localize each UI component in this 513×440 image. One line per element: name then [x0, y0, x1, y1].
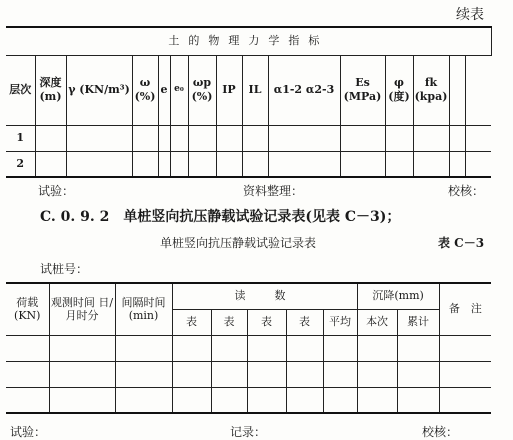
continued-label: 续表: [456, 7, 484, 23]
table1-group-title: 土的物理力学指标: [168, 34, 329, 48]
sign1-checker: 校核：: [448, 184, 485, 198]
table2-ref: 表 C－3: [438, 236, 485, 250]
hdr-gauge-2: 表: [211, 309, 247, 335]
hdr-plastic-limit: ωp (%): [188, 55, 216, 125]
sign2-checker: 校核：: [422, 425, 459, 439]
hdr-void-ratio: e: [158, 55, 170, 125]
hdr-settlement: 沉降(mm): [357, 283, 439, 309]
table-row: [6, 361, 491, 387]
hdr-average: 平均: [323, 309, 357, 335]
hdr-ip: IP: [216, 55, 242, 125]
hdr-interval: 间隔时间 (min): [115, 283, 172, 335]
table-row: [6, 387, 491, 413]
table-row: 1: [6, 125, 491, 151]
pile-number-label: 试桩号：: [40, 262, 89, 276]
hdr-gauge-1: 表: [172, 309, 211, 335]
hdr-phi: φ (度): [385, 55, 413, 125]
sign2-tester: 试验：: [10, 425, 47, 439]
hdr-il: IL: [242, 55, 268, 125]
hdr-fk: fk (kpa): [413, 55, 449, 125]
hdr-depth: 深度(m): [35, 55, 66, 125]
sign2-recorder: 记录：: [230, 425, 267, 439]
table2-caption: 单桩竖向抗压静载试验记录表: [160, 236, 317, 250]
hdr-settle-cumulative: 累计: [397, 309, 439, 335]
hdr-gauge-3: 表: [247, 309, 286, 335]
hdr-water-content: ω (%): [132, 55, 158, 125]
hdr-e0: e₀: [170, 55, 188, 125]
hdr-layer: 层次: [6, 55, 35, 125]
table-row: 2: [6, 151, 491, 177]
sign1-tester: 试验：: [38, 184, 75, 198]
table-row: [6, 335, 491, 361]
hdr-gauge-4: 表: [286, 309, 323, 335]
hdr-unit-weight: γ (KN/m³): [66, 55, 132, 125]
load-test-table: [6, 282, 491, 414]
hdr-compressibility: α1-2 α2-3: [268, 55, 340, 125]
hdr-obs-time: 观测时间 日/月时分: [49, 283, 115, 335]
sign1-organizer: 资料整理：: [243, 184, 304, 198]
hdr-reading: 读 数: [234, 289, 295, 303]
hdr-remark: 备 注: [439, 283, 491, 335]
hdr-es: Es (MPa): [340, 55, 385, 125]
soil-properties-table: [6, 26, 492, 178]
hdr-settle-current: 本次: [357, 309, 397, 335]
hdr-load: 荷载 (KN): [6, 283, 49, 335]
section-heading: C. 0. 9. 2 单桩竖向抗压静载试验记录表(见表 C－3)；: [40, 209, 401, 225]
